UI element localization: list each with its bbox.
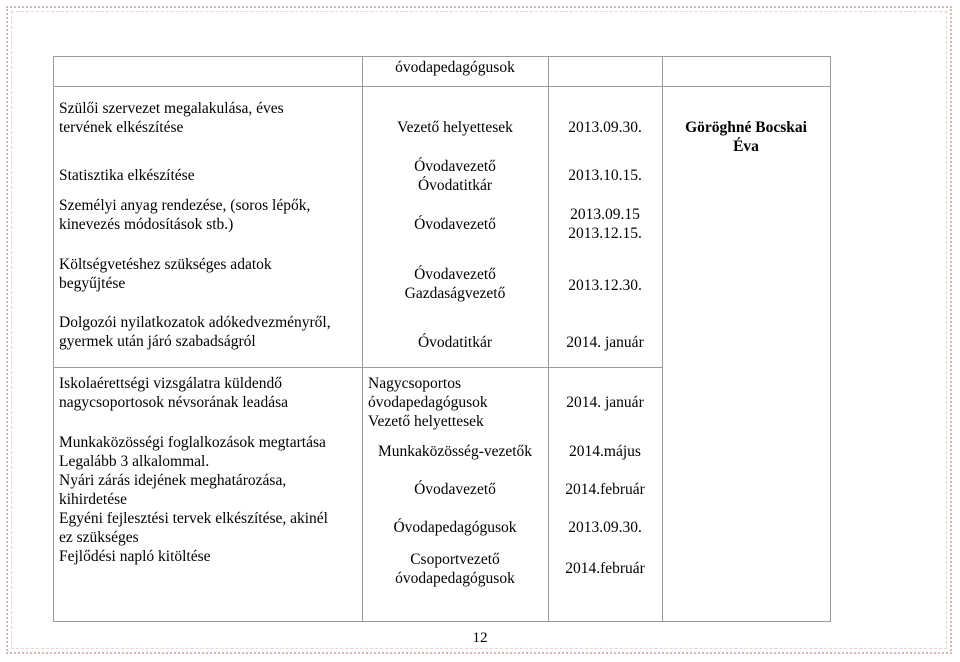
task-text: Munkaközösségi foglalkozások megtartása xyxy=(59,434,326,451)
responsible-cell xyxy=(362,215,548,234)
responsible-text: Óvodavezető xyxy=(414,158,496,175)
responsible-text: óvodapedagógusok xyxy=(395,570,515,587)
task-text: Egyéni fejlesztési tervek elkészítése, akinél xyxy=(59,510,328,527)
responsible-text: Csoportvezető xyxy=(410,551,500,568)
responsible-text: Gazdaságvezető xyxy=(404,285,506,302)
task-text: Dolgozói nyilatkozatok adókedvezményről, xyxy=(59,314,331,331)
task-cell xyxy=(59,166,195,185)
date-text: 2013.12.15. xyxy=(568,225,642,242)
date-text: 2014.február xyxy=(565,560,645,577)
top-continuation-text: óvodapedagógusok xyxy=(395,59,515,76)
date-text: 2013.09.30. xyxy=(568,519,642,536)
responsible-cell xyxy=(362,157,548,195)
grid-row-line-1 xyxy=(53,86,830,87)
responsible-cell xyxy=(362,518,548,537)
task-text: nagycsoportosok névsorának leadása xyxy=(59,394,288,411)
date-cell xyxy=(548,276,662,295)
grid-top-line xyxy=(53,56,830,57)
task-text: tervének elkészítése xyxy=(59,119,184,136)
responsible-cell xyxy=(362,550,548,588)
task-text: Nyári zárás idejének meghatározása, xyxy=(59,472,287,489)
grid-bottom-line xyxy=(53,621,830,622)
responsible-text: Óvodavezető xyxy=(414,216,496,233)
checker-cell xyxy=(662,118,830,156)
date-cell xyxy=(548,559,662,578)
responsible-cell xyxy=(362,480,548,499)
date-cell xyxy=(548,333,662,352)
responsible-text: Óvodavezető xyxy=(414,266,496,283)
task-text: Személyi anyag rendezése, (soros lépők, xyxy=(59,197,311,214)
date-text: 2014. január xyxy=(566,394,644,411)
task-cell xyxy=(59,471,286,509)
task-text: Szülői szervezet megalakulása, éves xyxy=(59,100,284,117)
responsible-cell xyxy=(362,333,548,352)
task-text: Költségvetéshez szükséges adatok xyxy=(59,256,272,273)
task-cell xyxy=(59,547,211,566)
task-cell xyxy=(59,313,331,351)
responsible-text: Óvodatitkár xyxy=(417,334,493,351)
top-continuation-cell xyxy=(362,58,548,77)
grid-row-line-2 xyxy=(53,367,662,368)
date-text: 2014.május xyxy=(569,443,641,460)
date-cell xyxy=(548,393,662,412)
responsible-text: Vezető helyettesek xyxy=(368,413,484,430)
date-text: 2014.február xyxy=(565,481,645,498)
task-cell xyxy=(59,509,328,547)
date-cell xyxy=(548,205,662,243)
date-text: 2013.09.15 xyxy=(570,206,640,223)
date-cell xyxy=(548,442,662,461)
date-cell xyxy=(548,480,662,499)
date-cell xyxy=(548,166,662,185)
task-text: ez szükséges xyxy=(59,529,139,546)
task-text: kihirdetése xyxy=(59,491,128,508)
responsible-cell xyxy=(368,374,488,431)
task-cell xyxy=(59,255,272,293)
checker-text: Éva xyxy=(733,138,759,155)
task-text: gyermek után járó szabadságról xyxy=(59,333,256,350)
date-text: 2014. január xyxy=(566,334,644,351)
responsible-text: Óvodatitkár xyxy=(417,177,493,194)
responsible-text: Munkaközösség-vezetők xyxy=(377,443,533,460)
task-text: Iskolaérettségi vizsgálatra küldendő xyxy=(59,375,282,392)
checker-text: Göröghné Bocskai xyxy=(685,119,807,136)
date-cell xyxy=(548,118,662,137)
task-text: begyűjtése xyxy=(59,275,126,292)
responsible-cell xyxy=(362,118,548,137)
task-text: Statisztika elkészítése xyxy=(59,167,195,184)
task-text: kinevezés módosítások stb.) xyxy=(59,216,234,233)
task-text: Fejlődési napló kitöltése xyxy=(59,548,211,565)
responsible-text: Óvodapedagógusok xyxy=(393,519,517,536)
grid-left-line xyxy=(53,56,54,622)
responsible-cell xyxy=(362,265,548,303)
task-cell xyxy=(59,374,288,412)
date-text: 2013.12.30. xyxy=(568,277,642,294)
responsible-text: Óvodavezető xyxy=(414,481,496,498)
page-number: 12 xyxy=(472,630,488,646)
responsible-text: óvodapedagógusok xyxy=(368,394,488,411)
responsible-text: Nagycsoportos xyxy=(368,375,461,392)
task-text: Legalább 3 alkalommal. xyxy=(59,453,210,470)
date-cell xyxy=(548,518,662,537)
responsible-cell xyxy=(362,442,548,461)
date-text: 2013.09.30. xyxy=(568,119,642,136)
task-cell xyxy=(59,99,284,137)
task-cell xyxy=(59,196,310,234)
responsible-text: Vezető helyettesek xyxy=(397,119,513,136)
grid-right-line xyxy=(830,56,831,622)
date-text: 2013.10.15. xyxy=(568,167,642,184)
task-cell xyxy=(59,433,326,471)
